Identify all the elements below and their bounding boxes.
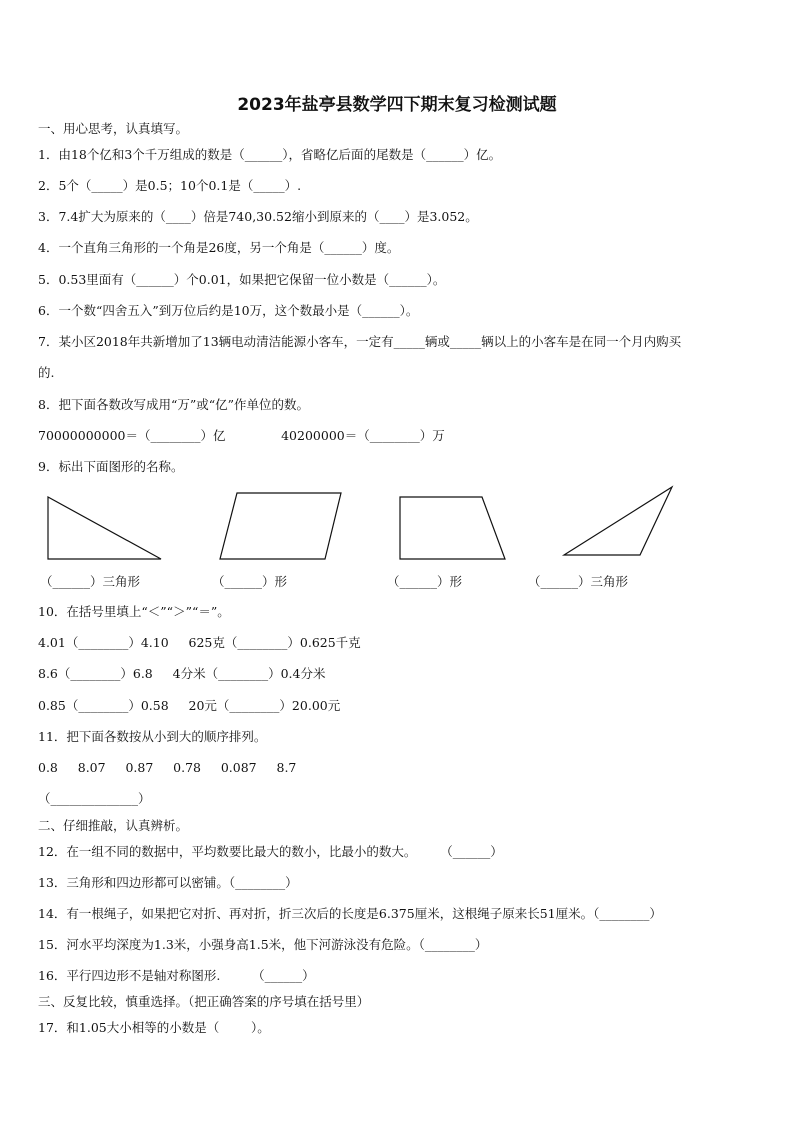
question-12: 12．在一组不同的数据中，平均数要比最大的数小，比最小的数大。 （______） [38, 844, 503, 859]
question-11-answer: （______________） [38, 791, 151, 806]
question-7-cont: 的. [38, 365, 55, 380]
question-10-row-2: 8.6（________）6.8 4分米（________）0.4分米 [38, 666, 326, 681]
question-7: 7．某小区2018年共新增加了13辆电动清洁能源小客车，一定有_____辆或_____辆以上的小客车是在同一个月内购买 [38, 334, 682, 349]
question-6: 6．一个数“四舍五入”到万位后约是10万，这个数最小是（______）。 [38, 303, 419, 318]
shape-label-3: （______）形 [387, 574, 463, 589]
question-5: 5．0.53里面有（______）个0.01，如果把它保留一位小数是（______）。 [38, 272, 446, 287]
section-2-heading: 二、仔细推敲，认真辨析。 [38, 818, 189, 833]
obtuse-triangle-shape [564, 487, 672, 555]
shape-label-2: （______）形 [212, 574, 288, 589]
question-14: 14．有一根绳子，如果把它对折、再对折，折三次后的长度是6.375厘米，这根绳子原来长51厘米。（________） [38, 906, 662, 921]
question-1: 1．由18个亿和3个千万组成的数是（______），省略亿后面的尾数是（______）亿。 [38, 147, 502, 162]
question-9: 9．标出下面图形的名称。 [38, 459, 184, 474]
question-4: 4．一个直角三角形的一个角是26度，另一个角是（______）度。 [38, 240, 400, 255]
shape-label-1: （______）三角形 [40, 574, 141, 589]
question-10: 10．在括号里填上“＜”“＞”“＝”。 [38, 604, 230, 619]
shapes-figure [40, 485, 680, 565]
section-1-heading: 一、用心思考，认真填写。 [38, 121, 189, 136]
shape-label-4: （______）三角形 [528, 574, 629, 589]
page-title: 2023年盐亭县数学四下期末复习检测试题 [237, 95, 557, 115]
question-8: 8．把下面各数改写成用“万”或“亿”作单位的数。 [38, 397, 310, 412]
question-15: 15．河水平均深度为1.3米，小强身高1.5米，他下河游泳没有危险。（________） [38, 937, 488, 952]
question-2: 2．5个（_____）是0.5；10个0.1是（_____）. [38, 178, 302, 193]
section-3-heading: 三、反复比较，慎重选择。（把正确答案的序号填在括号里） [38, 994, 370, 1009]
question-10-row-1: 4.01（________）4.10 625克（________）0.625千克 [38, 635, 361, 650]
right-triangle-shape [48, 497, 161, 559]
trapezoid-shape [400, 497, 505, 559]
question-17: 17．和1.05大小相等的小数是（ ）。 [38, 1020, 270, 1035]
parallelogram-shape [220, 493, 341, 559]
question-16: 16．平行四边形不是轴对称图形. （______） [38, 968, 315, 983]
question-11: 11．把下面各数按从小到大的顺序排列。 [38, 729, 267, 744]
question-10-row-3: 0.85（________）0.58 20元（________）20.00元 [38, 698, 341, 713]
question-3: 3．7.4扩大为原来的（____）倍是740,30.52缩小到原来的（____）是3.052。 [38, 209, 478, 224]
question-8-items: 70000000000＝（________）亿 40200000＝（________）万 [38, 428, 445, 443]
question-11-numbers: 0.8 8.07 0.87 0.78 0.087 8.7 [38, 760, 297, 775]
question-13: 13．三角形和四边形都可以密铺。（________） [38, 875, 298, 890]
